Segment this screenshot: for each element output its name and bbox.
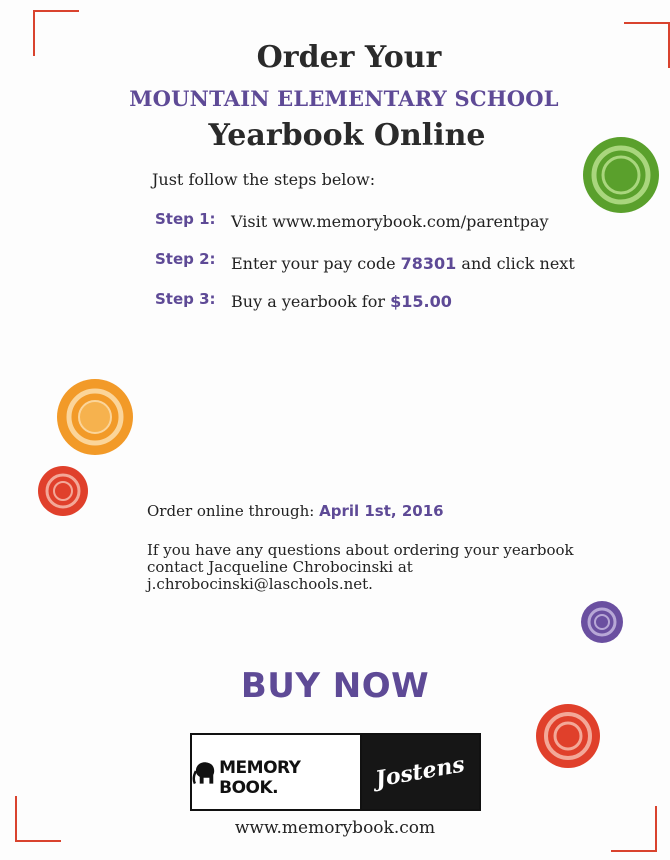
jostens-logo xyxy=(362,735,479,809)
questions-line-1: If you have any questions about ordering your yearbook xyxy=(147,541,574,559)
questions-line-2: contact Jacqueline Chrobocinski at xyxy=(147,558,413,576)
orange-circle-decoration xyxy=(56,378,134,456)
questions-text xyxy=(147,542,597,593)
order-deadline-label: Order online through: xyxy=(147,502,315,520)
step-2-text-before: Enter your pay code xyxy=(231,254,396,273)
step-2-text xyxy=(231,254,575,273)
title-line-1: Order Your xyxy=(256,40,442,75)
memory-book-text: MEMORY BOOK. xyxy=(219,758,301,798)
elephant-icon xyxy=(192,757,217,787)
price: $15.00 xyxy=(390,292,452,311)
contact-email: j.chrobocinski@laschools.net. xyxy=(147,575,373,593)
step-1-text: Visit www.memorybook.com/parentpay xyxy=(231,212,549,231)
step-1-label: Step 1: xyxy=(155,210,216,228)
buy-now-heading: BUY NOW xyxy=(240,666,430,706)
order-deadline-date: April 1st, 2016 xyxy=(319,502,444,520)
title-line-2: Yearbook Online xyxy=(208,118,486,153)
step-3-text-before: Buy a yearbook for xyxy=(231,292,385,311)
step-3 xyxy=(155,289,216,308)
step-3-text xyxy=(231,292,452,311)
memory-book-logo xyxy=(192,735,362,809)
step-1 xyxy=(155,209,216,228)
step-2 xyxy=(155,249,216,268)
pay-code: 78301 xyxy=(400,254,457,273)
school-name: MOUNTAIN ELEMENTARY SCHOOL xyxy=(129,86,559,111)
red-circle-decoration-2 xyxy=(535,703,601,769)
step-2-label: Step 2: xyxy=(155,250,216,268)
intro-text: Just follow the steps below: xyxy=(152,170,376,189)
brand-logos xyxy=(190,733,481,811)
jostens-text: Jostens xyxy=(373,751,468,793)
website-url: www.memorybook.com xyxy=(234,818,436,838)
step-3-label: Step 3: xyxy=(155,290,216,308)
step-2-text-after: and click next xyxy=(461,254,575,273)
red-circle-decoration xyxy=(37,465,89,517)
purple-circle-decoration xyxy=(580,600,624,644)
order-deadline xyxy=(147,502,444,520)
